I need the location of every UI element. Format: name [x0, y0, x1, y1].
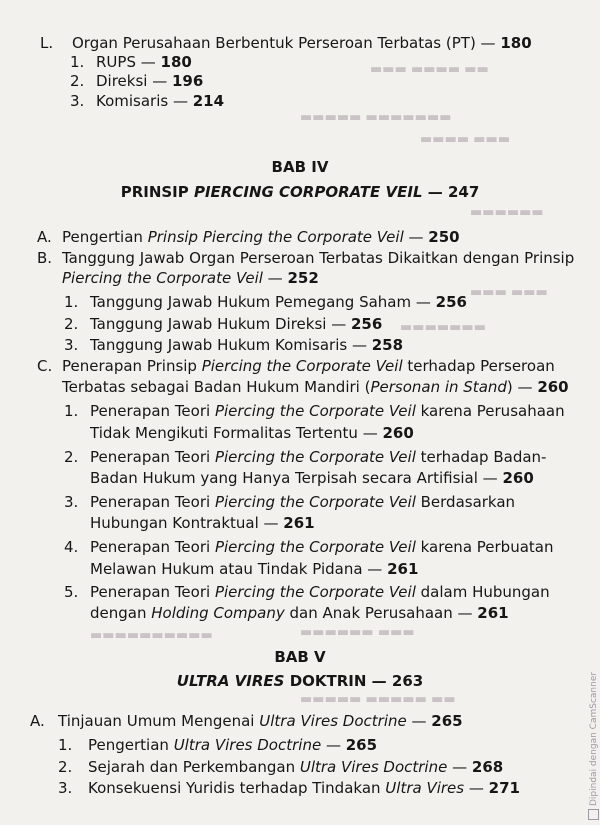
entry-text: Personan in Stand	[370, 378, 507, 396]
toc-entry-l-3	[96, 92, 224, 111]
entry-text: Penerapan Teori	[90, 493, 215, 511]
chapter-heading-bab-iv-title	[0, 183, 600, 201]
page-number: 261	[283, 514, 315, 532]
entry-text: Berdasarkan	[415, 493, 516, 511]
entry-text: dengan	[90, 604, 152, 622]
toc-entry-b-1	[90, 293, 467, 312]
entry-marker: 5.	[64, 583, 79, 601]
toc-entry-l-1	[96, 53, 192, 72]
entry-text: karena Perbuatan	[415, 538, 554, 556]
toc-entry-b	[62, 249, 574, 268]
toc-entry-c-cont	[62, 378, 569, 397]
scanner-watermark	[576, 671, 599, 820]
toc-entry-c-3	[90, 493, 515, 512]
page-number: 261	[387, 560, 419, 578]
entry-marker: 2.	[64, 448, 79, 466]
entry-text: Ultra Vires Doctrine	[259, 712, 407, 730]
entry-text: Piercing the Corporate Veil	[214, 583, 416, 601]
entry-marker: C.	[37, 357, 53, 375]
toc-entry-v-2	[88, 758, 503, 777]
entry-text: dan Anak Perusahaan —	[284, 604, 478, 622]
entry-text: Penerapan Teori	[90, 583, 215, 601]
toc-entry-b-3	[90, 336, 403, 355]
entry-text: Organ Perusahaan Berbentuk Perseroan Terbatas (PT) —	[72, 34, 501, 52]
entry-marker: 4.	[64, 538, 79, 556]
entry-text: PRINSIP	[120, 183, 194, 201]
entry-text: —	[406, 712, 432, 730]
entry-text: Pengertian	[88, 736, 174, 754]
page-number: 271	[488, 779, 520, 797]
entry-marker: A.	[30, 712, 45, 730]
entry-text: Piercing the Corporate Veil	[62, 269, 263, 287]
page-number: 260	[502, 469, 534, 487]
camscanner-icon	[588, 809, 599, 820]
entry-text: Piercing the Corporate Veil	[214, 402, 416, 420]
entry-text: Piercing the Corporate Veil	[201, 357, 403, 375]
chapter-heading-bab-iv	[0, 158, 600, 176]
entry-text: terhadap Badan-	[415, 448, 547, 466]
entry-marker: 1.	[58, 736, 73, 754]
toc-entry-a	[62, 228, 460, 247]
entry-marker: 2.	[58, 758, 73, 776]
entry-text: —	[447, 758, 472, 776]
page-number: 256	[435, 293, 467, 311]
entry-text: ) —	[506, 378, 538, 396]
toc-entry-c-4b	[90, 560, 418, 579]
entry-marker: 1.	[64, 402, 79, 420]
entry-text: Piercing the Corporate Veil	[214, 493, 416, 511]
toc-entry-c-1b	[90, 424, 414, 443]
page-number: 250	[428, 228, 460, 246]
toc-entry-c-1	[90, 402, 565, 421]
page-number: 252	[287, 269, 319, 287]
entry-text: BAB V	[274, 648, 326, 666]
entry-text: terhadap Perseroan	[402, 357, 555, 375]
watermark-text: Dipindai dengan CamScanner	[589, 671, 599, 806]
chapter-heading-bab-v	[0, 648, 600, 666]
toc-entry-l-2	[96, 72, 203, 91]
entry-text: Pengertian	[62, 228, 148, 246]
page-number: 268	[471, 758, 504, 776]
entry-text: Ultra Vires Doctrine	[173, 736, 322, 754]
toc-entry-b-2	[90, 315, 382, 334]
entry-text: DOKTRIN — 263	[284, 672, 424, 690]
toc-entry-b-cont	[62, 269, 319, 288]
entry-text: Tidak Mengikuti Formalitas Tertentu —	[90, 424, 383, 442]
entry-marker: L.	[40, 34, 54, 52]
entry-text: dalam Hubungan	[415, 583, 550, 601]
toc-entry-l-title	[72, 34, 532, 53]
entry-text: Konsekuensi Yuridis terhadap Tindakan	[88, 779, 386, 797]
page-number: 260	[537, 378, 569, 396]
entry-text: Piercing the Corporate Veil	[214, 538, 416, 556]
entry-text: Sejarah dan Perkembangan	[88, 758, 300, 776]
entry-text: Tinjauan Umum Mengenai	[58, 712, 260, 730]
entry-marker: 1.	[70, 53, 85, 71]
toc-entry-c-4	[90, 538, 553, 557]
entry-text: Tanggung Jawab Hukum Direksi —	[90, 315, 351, 333]
entry-text: Holding Company	[151, 604, 285, 622]
page-number: 214	[192, 92, 225, 110]
toc-entry-v-1	[88, 736, 377, 755]
entry-text: —	[464, 779, 489, 797]
page-number: 256	[350, 315, 383, 333]
page-number: 196	[172, 72, 204, 90]
entry-text: —	[321, 736, 346, 754]
page-number: 261	[477, 604, 509, 622]
entry-text: Hubungan Kontraktual —	[90, 514, 284, 532]
page-number: 265	[431, 712, 463, 730]
entry-marker: 1.	[64, 293, 79, 311]
entry-text: —	[403, 228, 429, 246]
entry-text: Badan Hukum yang Hanya Terpisah secara Artifisial —	[90, 469, 503, 487]
entry-marker: 3.	[64, 493, 79, 511]
page-number: 180	[500, 34, 532, 52]
entry-text: Komisaris —	[96, 92, 193, 110]
toc-entry-c-5b	[90, 604, 509, 623]
toc-entry-c-5	[90, 583, 550, 602]
chapter-heading-bab-v-title	[0, 672, 600, 690]
entry-marker: 2.	[70, 72, 85, 90]
entry-marker: B.	[37, 249, 53, 267]
entry-marker: 3.	[70, 92, 85, 110]
toc-entry-v-3	[88, 779, 520, 798]
entry-text: RUPS —	[96, 53, 161, 71]
entry-text: BAB IV	[271, 158, 329, 176]
entry-marker: A.	[37, 228, 52, 246]
page-number: 258	[371, 336, 404, 354]
entry-text: Terbatas sebagai Badan Hukum Mandiri (	[62, 378, 371, 396]
entry-marker: 3.	[58, 779, 73, 797]
entry-marker: 2.	[64, 315, 79, 333]
page-number: 180	[160, 53, 192, 71]
entry-text: Direksi —	[96, 72, 172, 90]
entry-text: Penerapan Teori	[90, 538, 215, 556]
toc-entry-c-2b	[90, 469, 534, 488]
entry-text: Ultra Vires	[385, 779, 465, 797]
entry-text: Penerapan Teori	[90, 448, 215, 466]
entry-text: Tanggung Jawab Organ Perseroan Terbatas Dikaitkan dengan Prinsip	[62, 249, 575, 267]
entry-text: Tanggung Jawab Hukum Komisaris —	[90, 336, 372, 354]
page-number: 265	[345, 736, 378, 754]
entry-text: Ultra Vires Doctrine	[299, 758, 448, 776]
toc-entry-c-3b	[90, 514, 315, 533]
entry-text: PIERCING CORPORATE VEIL	[193, 183, 423, 201]
entry-text: Penerapan Prinsip	[62, 357, 202, 375]
toc-entry-v-a	[58, 712, 463, 731]
entry-text: Prinsip Piercing the Corporate Veil	[147, 228, 404, 246]
entry-text: karena Perusahaan	[415, 402, 565, 420]
entry-text: — 247	[422, 183, 480, 201]
entry-text: Piercing the Corporate Veil	[214, 448, 416, 466]
toc-entry-c-2	[90, 448, 546, 467]
page-number: 260	[382, 424, 414, 442]
entry-text: Melawan Hukum atau Tindak Pidana —	[90, 560, 388, 578]
entry-text: ULTRA VIRES	[176, 672, 285, 690]
entry-text: Tanggung Jawab Hukum Pemegang Saham —	[90, 293, 436, 311]
entry-text: —	[262, 269, 288, 287]
entry-marker: 3.	[64, 336, 79, 354]
entry-text: Penerapan Teori	[90, 402, 215, 420]
toc-entry-c	[62, 357, 555, 376]
